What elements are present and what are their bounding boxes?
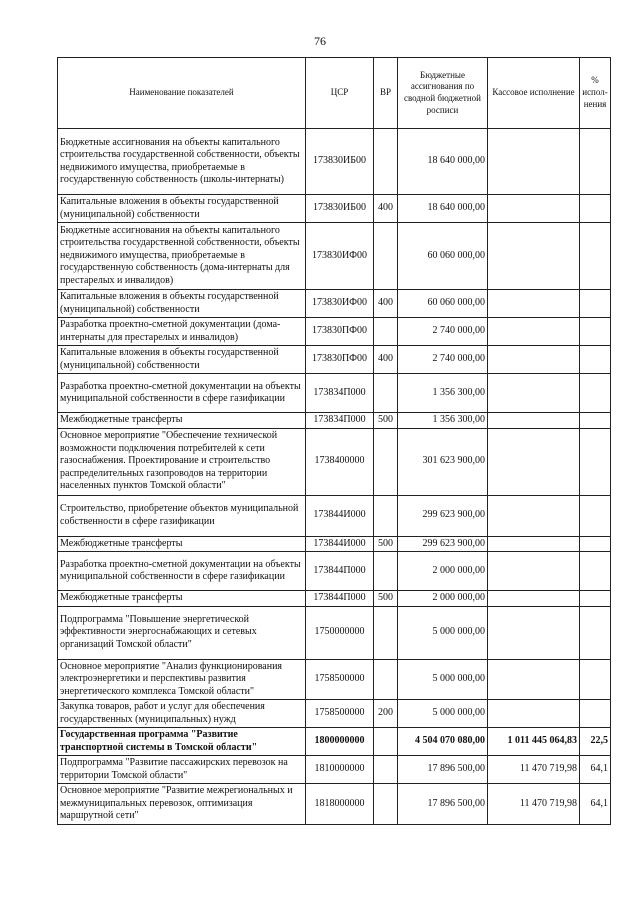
cell-vr — [374, 756, 398, 784]
cell-budget: 60 060 000,00 — [398, 290, 488, 318]
header-vr: ВР — [374, 58, 398, 129]
cell-csr: 173830ИФ00 — [306, 223, 374, 290]
cell-name: Бюджетные ассигнования на объекты капитального строительства государственной собственности, объекты недвижимого имущества, приобретаемые в государственную собственность (школы-интернаты) — [58, 129, 306, 195]
cell-name: Капитальные вложения в объекты государственной (муниципальной) собственности — [58, 195, 306, 223]
table-header-row — [58, 58, 611, 129]
cell-csr: 1738400000 — [306, 428, 374, 495]
cell-cash — [488, 223, 580, 290]
cell-vr: 500 — [374, 413, 398, 429]
cell-pct — [580, 428, 611, 495]
cell-csr: 173844И000 — [306, 495, 374, 536]
page-number: 76 — [314, 34, 326, 48]
table-row — [58, 700, 611, 728]
cell-cash — [488, 346, 580, 374]
cell-budget: 2 740 000,00 — [398, 346, 488, 374]
cell-cash — [488, 195, 580, 223]
table-row — [58, 428, 611, 495]
header-cash: Кассовое исполнение — [488, 58, 580, 129]
cell-budget: 5 000 000,00 — [398, 659, 488, 700]
cell-name: Межбюджетные трансферты — [58, 413, 306, 429]
cell-name: Государственная программа "Развитие транспортной системы в Томской области" — [58, 728, 306, 756]
table-row — [58, 536, 611, 552]
cell-pct — [580, 318, 611, 346]
table-row — [58, 552, 611, 591]
table-row — [58, 756, 611, 784]
cell-budget: 17 896 500,00 — [398, 756, 488, 784]
cell-csr: 173834П000 — [306, 413, 374, 429]
cell-budget: 4 504 070 080,00 — [398, 728, 488, 756]
cell-name: Основное мероприятие "Развитие межрегиональных и межмуниципальных перевозок, оптимизация маршрутной сети" — [58, 784, 306, 825]
cell-vr — [374, 374, 398, 413]
cell-vr — [374, 223, 398, 290]
cell-cash — [488, 606, 580, 659]
cell-vr: 200 — [374, 700, 398, 728]
cell-cash — [488, 129, 580, 195]
cell-name: Капитальные вложения в объекты государственной (муниципальной) собственности — [58, 346, 306, 374]
cell-pct — [580, 195, 611, 223]
cell-vr: 400 — [374, 290, 398, 318]
cell-name: Закупка товаров, работ и услуг для обеспечения государственных (муниципальных) нужд — [58, 700, 306, 728]
table-row — [58, 413, 611, 429]
cell-name: Капитальные вложения в объекты государственной (муниципальной) собственности — [58, 290, 306, 318]
cell-vr — [374, 728, 398, 756]
cell-vr — [374, 606, 398, 659]
cell-vr — [374, 659, 398, 700]
table-row — [58, 346, 611, 374]
cell-vr — [374, 428, 398, 495]
cell-name: Основное мероприятие "Обеспечение технической возможности подключения потребителей к сети газоснабжения. Проектирование и строительство распределительных газопроводов на территории населенных пунктов Томской области" — [58, 428, 306, 495]
cell-budget: 1 356 300,00 — [398, 413, 488, 429]
cell-pct: 64,1 — [580, 756, 611, 784]
table-row — [58, 290, 611, 318]
cell-pct — [580, 552, 611, 591]
cell-cash: 1 011 445 064,83 — [488, 728, 580, 756]
cell-csr: 173844П000 — [306, 591, 374, 607]
header-name: Наименование показателей — [58, 58, 306, 129]
cell-budget: 18 640 000,00 — [398, 129, 488, 195]
cell-pct: 22,5 — [580, 728, 611, 756]
table-row — [58, 195, 611, 223]
cell-csr: 173830ПФ00 — [306, 346, 374, 374]
cell-cash — [488, 495, 580, 536]
cell-cash — [488, 700, 580, 728]
cell-pct — [580, 223, 611, 290]
cell-csr: 1750000000 — [306, 606, 374, 659]
table-row — [58, 659, 611, 700]
cell-pct — [580, 413, 611, 429]
cell-cash: 11 470 719,98 — [488, 756, 580, 784]
cell-name: Разработка проектно-сметной документации на объекты муниципальной собственности в сфере газификации — [58, 552, 306, 591]
cell-pct — [580, 495, 611, 536]
cell-budget: 2 000 000,00 — [398, 591, 488, 607]
header-csr: ЦСР — [306, 58, 374, 129]
cell-pct — [580, 591, 611, 607]
cell-csr: 173844П000 — [306, 552, 374, 591]
cell-budget: 301 623 900,00 — [398, 428, 488, 495]
table-row — [58, 606, 611, 659]
table-body — [58, 129, 611, 825]
cell-csr: 173830ИБ00 — [306, 195, 374, 223]
cell-vr — [374, 495, 398, 536]
cell-budget: 299 623 900,00 — [398, 495, 488, 536]
cell-cash — [488, 290, 580, 318]
cell-vr: 400 — [374, 195, 398, 223]
cell-csr: 1758500000 — [306, 700, 374, 728]
cell-csr: 173830ИФ00 — [306, 290, 374, 318]
cell-name: Бюджетные ассигнования на объекты капитального строительства государственной собственности, объекты недвижимого имущества, приобретаемые в государственную собственность (дома-интернаты для престарелых и инвалидов) — [58, 223, 306, 290]
cell-pct — [580, 659, 611, 700]
header-pct: % испол-нения — [580, 58, 611, 129]
table-row — [58, 318, 611, 346]
cell-vr — [374, 552, 398, 591]
cell-name: Основное мероприятие "Анализ функционирования электроэнергетики и перспективы развития энергетического комплекса Томской области" — [58, 659, 306, 700]
cell-pct — [580, 606, 611, 659]
cell-pct — [580, 290, 611, 318]
cell-cash — [488, 413, 580, 429]
header-budget: Бюджетные ассигнования по сводной бюджетной росписи — [398, 58, 488, 129]
cell-name: Межбюджетные трансферты — [58, 536, 306, 552]
cell-budget: 17 896 500,00 — [398, 784, 488, 825]
cell-cash — [488, 536, 580, 552]
cell-pct — [580, 346, 611, 374]
cell-vr — [374, 318, 398, 346]
cell-vr: 500 — [374, 591, 398, 607]
table-row — [58, 495, 611, 536]
cell-budget: 5 000 000,00 — [398, 700, 488, 728]
cell-name: Строительство, приобретение объектов муниципальной собственности в сфере газификации — [58, 495, 306, 536]
cell-pct — [580, 374, 611, 413]
cell-cash — [488, 659, 580, 700]
cell-budget: 2 740 000,00 — [398, 318, 488, 346]
table-row — [58, 374, 611, 413]
table-row — [58, 223, 611, 290]
cell-budget: 2 000 000,00 — [398, 552, 488, 591]
cell-vr — [374, 784, 398, 825]
cell-csr: 173830ПФ00 — [306, 318, 374, 346]
cell-pct: 64,1 — [580, 784, 611, 825]
cell-csr: 173844И000 — [306, 536, 374, 552]
cell-budget: 1 356 300,00 — [398, 374, 488, 413]
table-row — [58, 784, 611, 825]
cell-budget: 60 060 000,00 — [398, 223, 488, 290]
table-row — [58, 591, 611, 607]
table-row — [58, 728, 611, 756]
cell-name: Межбюджетные трансферты — [58, 591, 306, 607]
cell-budget: 18 640 000,00 — [398, 195, 488, 223]
cell-cash: 11 470 719,98 — [488, 784, 580, 825]
cell-budget: 5 000 000,00 — [398, 606, 488, 659]
cell-vr — [374, 129, 398, 195]
cell-csr: 173834П000 — [306, 374, 374, 413]
cell-name: Подпрограмма "Повышение энергетической эффективности энергоснабжающих и сетевых организаций Томской области" — [58, 606, 306, 659]
cell-csr: 173830ИБ00 — [306, 129, 374, 195]
table-row — [58, 129, 611, 195]
cell-cash — [488, 591, 580, 607]
cell-pct — [580, 536, 611, 552]
cell-cash — [488, 374, 580, 413]
cell-csr: 1810000000 — [306, 756, 374, 784]
cell-csr: 1818000000 — [306, 784, 374, 825]
cell-pct — [580, 129, 611, 195]
cell-cash — [488, 428, 580, 495]
cell-budget: 299 623 900,00 — [398, 536, 488, 552]
budget-table — [57, 57, 611, 825]
cell-cash — [488, 318, 580, 346]
cell-name: Разработка проектно-сметной документации на объекты муниципальной собственности в сфере газификации — [58, 374, 306, 413]
cell-csr: 1800000000 — [306, 728, 374, 756]
cell-name: Разработка проектно-сметной документации (дома-интернаты для престарелых и инвалидов) — [58, 318, 306, 346]
cell-pct — [580, 700, 611, 728]
cell-vr: 500 — [374, 536, 398, 552]
cell-name: Подпрограмма "Развитие пассажирских перевозок на территории Томской области" — [58, 756, 306, 784]
cell-csr: 1758500000 — [306, 659, 374, 700]
cell-cash — [488, 552, 580, 591]
cell-vr: 400 — [374, 346, 398, 374]
